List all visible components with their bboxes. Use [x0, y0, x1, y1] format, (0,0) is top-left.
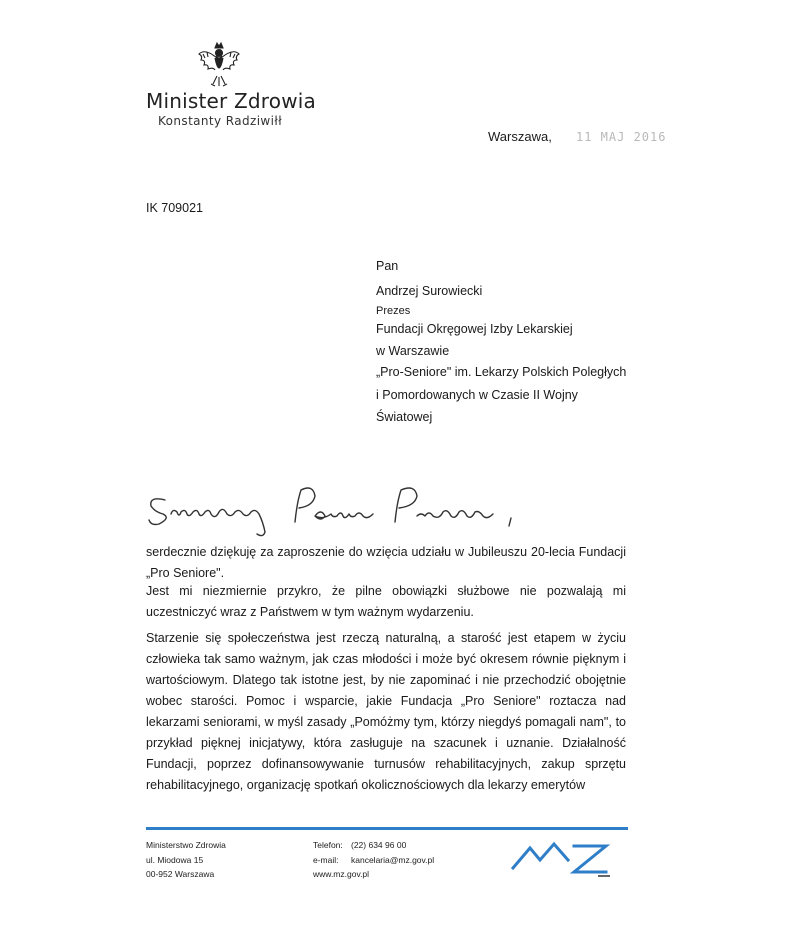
handwritten-salutation-icon — [145, 482, 525, 544]
body-paragraph-1: serdecznie dziękuję za zaproszenie do wzięcia udziału w Jubileuszu 20-lecia Fundacji „Pro Seniore". — [146, 545, 626, 580]
body-paragraph-3: Starzenie się społeczeństwa jest rzeczą naturalną, a starość jest etapem w życiu człowieka tak samo ważnym, jak czas młodości i może być okresem równie pięknym i wartościowym. Dlatego tak istotne jest, by nie zapominać i nie przechodzić obojętnie wobec starości. Pomoc i wsparcie, jakie Fundacja „Pro Seniore" roztacza nad lekarzami seniorami, w myśl zasady „Pomóżmy tym, którzy niegdyś pomagali nam", to przykład pięknej inicjatywy, która zasługuje na szacunek i uznanie. Działalność Fundacji, poprzez dofinansowywanie turnusów rehabilitacyjnych, zakup sprzętu rehabilitacyjnego, organizację spotkań okolicznościowych dla lekarzy emerytów — [146, 631, 626, 792]
footer-divider — [146, 827, 628, 830]
recipient-name: Andrzej Surowiecki — [376, 284, 483, 298]
recipient-org-line-3: „Pro-Seniore" im. Lekarzy Polskich Poległych — [376, 365, 627, 379]
footer-street: ul. Miodowa 15 — [146, 854, 204, 865]
recipient-org-line-5: Światowej — [376, 410, 433, 424]
body-paragraph-2: Jest mi niezmiernie przykro, że pilne obowiązki służbowe nie pozwalają mi uczestniczyć wraz z Państwem w tym ważnym wydarzeniu. — [146, 584, 626, 619]
footer-address — [146, 838, 226, 882]
minister-name: Konstanty Radziwiłł — [158, 114, 283, 128]
mz-logo-icon — [510, 838, 614, 878]
footer-org: Ministerstwo Zdrowia — [146, 840, 226, 850]
polish-eagle-emblem-icon — [197, 40, 241, 92]
recipient-role: Prezes — [376, 305, 411, 317]
footer-contact — [313, 838, 434, 882]
footer-email[interactable]: kancelaria@mz.gov.pl — [351, 854, 435, 865]
reference-number: IK 709021 — [146, 201, 203, 215]
date-stamp: 11 MAJ 2016 — [576, 130, 667, 144]
footer-email-label: e-mail: — [313, 854, 339, 865]
footer-phone: (22) 634 96 00 — [351, 840, 407, 850]
recipient-org-line-4: i Pomordowanych w Czasie II Wojny — [376, 388, 578, 402]
footer-web[interactable]: www.mz.gov.pl — [313, 869, 370, 879]
recipient-org-line-1: Fundacji Okręgowej Izby Lekarskiej — [376, 322, 573, 336]
city: Warszawa, — [488, 129, 552, 144]
recipient-org-line-2: w Warszawie — [376, 344, 450, 358]
footer-postal: 00-952 Warszawa — [146, 869, 215, 879]
footer-phone-label: Telefon: — [313, 840, 343, 850]
minister-title: Minister Zdrowia — [146, 89, 316, 113]
recipient-salutation: Pan — [376, 259, 399, 273]
